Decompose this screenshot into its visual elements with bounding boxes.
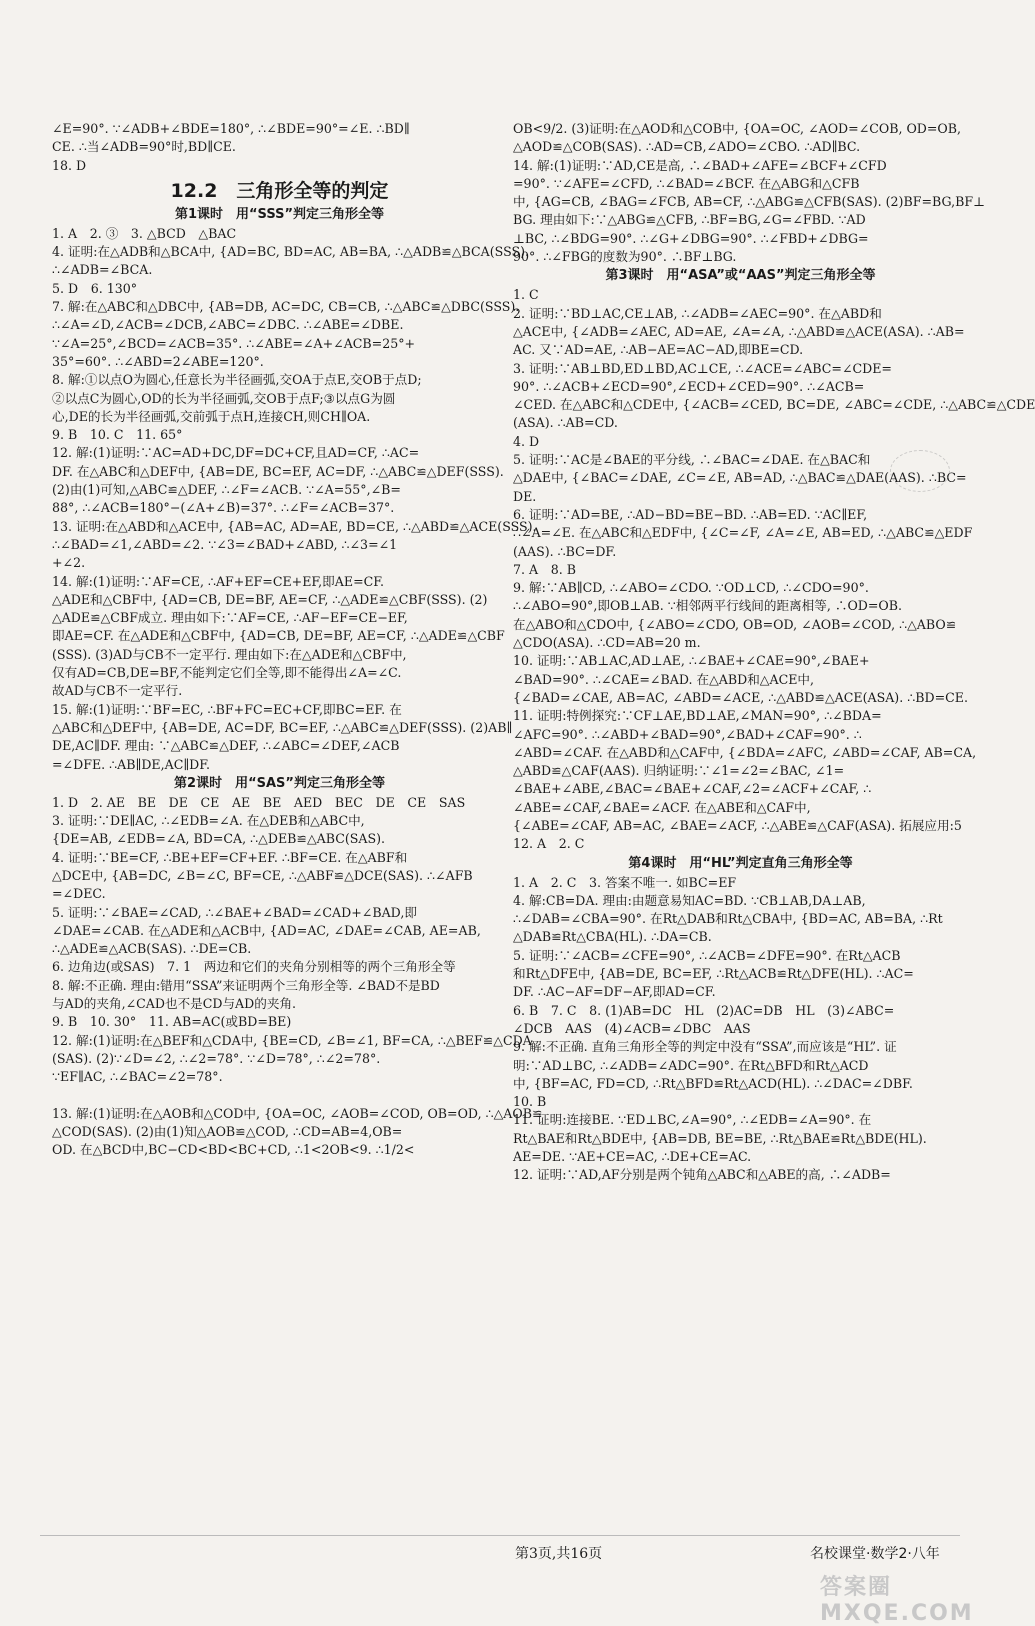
- text-line: +∠2.: [52, 555, 86, 571]
- lesson-heading: 第1课时 用“SSS”判定三角形全等: [174, 206, 385, 222]
- text-line: {DE=AB, ∠EDB=∠A, BD=CA, ∴△DEB≌△ABC(SAS).: [52, 831, 386, 847]
- text-line: ∠DAE=∠CAB. 在△ADE和△ACB中, {AD=AC, ∠DAE=∠CAB, AE=AB,: [52, 922, 481, 938]
- text-line: 11. 证明:连接BE. ∵ED⊥BC,∠A=90°, ∴∠EDB=∠A=90°. 在: [513, 1112, 872, 1128]
- text-line: ∵∠A=25°,∠BCD=∠ACB=35°. ∴∠ABE=∠A+∠ACB=25°+: [52, 335, 416, 351]
- text-line: 2. 证明:∵BD⊥AC,CE⊥AB, ∴∠ADB=∠AEC=90°. 在△ABD和: [513, 305, 882, 321]
- text-line: AE=DE. ∵AE+CE=AC, ∴DE+CE=AC.: [513, 1149, 752, 1165]
- text-line: (SSS). (3)AD与CB不一定平行. 理由如下:在△ADE和△CBF中,: [52, 646, 407, 662]
- text-line: 12. 解:(1)证明:在△BEF和△CDA中, {BE=CD, ∠B=∠1, BF=CA, ∴△BEF≌△CDA: [52, 1032, 532, 1048]
- text-line: =90°. ∵∠AFE=∠CFD, ∴∠BAD=∠BCF. 在△ABG和△CFB: [513, 175, 860, 191]
- text-line: 仅有AD=CB,DE=BF,不能判定它们全等,即不能得出∠A=∠C.: [52, 665, 402, 681]
- lesson-heading: 第2课时 用“SAS”判定三角形全等: [174, 775, 385, 791]
- text-line: △COD(SAS). (2)由(1)知△AOB≌△COD, ∴CD=AB=4,OB=: [52, 1124, 403, 1140]
- book-title: 名校课堂·数学2·八年: [810, 1546, 940, 1562]
- text-line: ∠E=90°. ∵∠ADB+∠BDE=180°, ∴∠BDE=90°=∠E. ∴BD∥: [52, 121, 410, 136]
- text-line: 心,DE的长为半径画弧,交前弧于点H,连接CH,则CH∥OA.: [52, 408, 371, 424]
- text-line: 4. 解:CB=DA. 理由:由题意易知AC=BD. ∵CB⊥AB,DA⊥AB,: [513, 892, 866, 908]
- text-line: △ABC和△DEF中, {AB=DE, AC=DF, BC=EF, ∴△ABC≌△DEF(SSS). (2)AB∥: [52, 719, 513, 735]
- text-line: DF. ∴AC−AF=DF−AF,即AD=CF.: [513, 984, 716, 1000]
- text-line: BG. 理由如下:∵△ABG≌△CFB, ∴BF=BG,∠G=∠FBD. ∵AD: [513, 212, 866, 228]
- text-line: AC. 又∵AD=AE, ∴AB−AE=AC−AD,即BE=CD.: [513, 342, 804, 358]
- right-column: [513, 120, 1035, 1185]
- text-line: 在△ABO和△CDO中, {∠ABO=∠CDO, OB=OD, ∠AOB=∠COD, ∴△ABO≌: [513, 616, 957, 632]
- text-line: △DAB≌Rt△CBA(HL). ∴DA=CB.: [513, 929, 712, 945]
- text-line: 4. 证明:∵BE=CF, ∴BE+EF=CF+EF. ∴BF=CE. 在△ABF和: [52, 849, 408, 865]
- text-line: 35°=60°. ∴∠ABD=2∠ABE=120°.: [52, 353, 264, 369]
- text-line: OB<9/2. (3)证明:在△AOD和△COB中, {OA=OC, ∠AOD=∠COB, OD=OB,: [513, 121, 962, 136]
- stamp-mark: [890, 450, 950, 492]
- text-line: Rt△BAE和Rt△BDE中, {AB=DB, BE=BE, ∴Rt△BAE≌Rt△BDE(HL).: [513, 1130, 927, 1146]
- text-line: (SAS). (2)∵∠D=∠2, ∴∠2=78°. ∵∠D=78°, ∴∠2=78°.: [52, 1050, 381, 1066]
- section-title: 12.2 三角形全等的判定: [170, 179, 389, 202]
- text-line: ∠BAD=90°. ∴∠CAE=∠BAD. 在△ABD和△ACE中,: [513, 671, 815, 687]
- text-line: 9. B 10. 30° 11. AB=AC(或BD=BE): [52, 1014, 292, 1030]
- text-line: 15. 解:(1)证明:∵BF=EC, ∴BF+FC=EC+CF,即BC=EF. 在: [52, 701, 402, 717]
- text-line: ∠DCB AAS (4)∠ACB=∠DBC AAS: [513, 1020, 751, 1036]
- text-line: 13. 证明:在△ABD和△ACE中, {AB=AC, AD=AE, BD=CE, ∴△ABD≌△ACE(SSS).: [52, 518, 537, 534]
- text-line: =∠DEC.: [52, 886, 106, 902]
- text-line: 9. 解:不正确. 直角三角形全等的判定中没有“SSA”,而应该是“HL”. 证: [513, 1039, 897, 1055]
- text-line: 10. B: [513, 1094, 547, 1110]
- text-line: DE,AC∥DF. 理由: ∵△ABC≌△DEF, ∴∠ABC=∠DEF,∠ACB: [52, 738, 400, 754]
- text-line: 4. 证明:在△ADB和△BCA中, {AD=BC, BD=AC, AB=BA, ∴△ADB≌△BCA(SSS).: [52, 244, 530, 260]
- text-line: △DAE中, {∠BAC=∠DAE, ∠C=∠E, AB=AD, ∴△BAC≌△DAE(AAS). ∴BC=: [513, 470, 967, 486]
- text-line: 6. 边角边(或SAS) 7. 1 两边和它们的夹角分别相等的两个三角形全等: [52, 959, 456, 975]
- text-line: ⊥BC, ∴∠BDG=90°. ∴∠G+∠DBG=90°. ∴∠FBD+∠DBG=: [513, 230, 869, 246]
- text-line: =∠DFE. ∴AB∥DE,AC∥DF.: [52, 756, 211, 772]
- lesson-heading: 第3课时 用“ASA”或“AAS”判定三角形全等: [605, 268, 876, 284]
- lesson-heading: 第4课时 用“HL”判定直角三角形全等: [628, 855, 853, 871]
- text-line: ∠AFC=90°. ∴∠ABD+∠BAD=90°,∠BAD+∠CAF=90°. ∴: [513, 726, 862, 742]
- text-line: ∠ABD=∠CAF. 在△ABD和△CAF中, {∠BDA=∠AFC, ∠ABD=∠CAF, AB=CA,: [513, 744, 977, 760]
- text-line: 88°, ∴∠ACB=180°−(∠A+∠B)=37°. ∴∠F=∠ACB=37°.: [52, 500, 395, 516]
- text-line: △ACE中, {∠ADB=∠AEC, AD=AE, ∠A=∠A, ∴△ABD≌△ACE(ASA). ∴AB=: [513, 323, 965, 339]
- text-line: 7. A 8. B: [513, 561, 576, 577]
- text-line: ∴∠ADB=∠BCA.: [52, 262, 153, 278]
- text-line: ∴∠BAD=∠1,∠ABD=∠2. ∵∠3=∠BAD+∠ABD, ∴∠3=∠1: [52, 536, 398, 552]
- watermark-logo: 答案圈 MXQE.COM: [820, 1575, 974, 1626]
- text-line: (AAS). ∴BC=DF.: [513, 543, 617, 559]
- text-line: ∴∠DAB=∠CBA=90°. 在Rt△DAB和Rt△CBA中, {BD=AC, AB=BA, ∴Rt: [513, 911, 943, 927]
- text-line: 3. 证明:∵DE∥AC, ∴∠EDB=∠A. 在△DEB和△ABC中,: [52, 813, 365, 829]
- text-line: 1. D 2. AE BE DE CE AE BE AED BEC DE CE SAS: [52, 794, 466, 810]
- text-line: DE.: [513, 488, 537, 504]
- text-line: 12. A 2. C: [513, 836, 585, 852]
- text-line: {∠BAD=∠CAE, AB=AC, ∠ABD=∠ACE, ∴△ABD≌△ACE(ASA). ∴BD=CE.: [513, 689, 968, 705]
- text-line: 1. A 2. C 3. 答案不唯一. 如BC=EF: [513, 874, 737, 890]
- text-line: ∠BAE+∠ABE,∠BAC=∠BAE+∠CAF,∠2=∠ACF+∠CAF, ∴: [513, 781, 872, 797]
- text-line: △ABD≌△CAF(AAS). 归纳证明:∵∠1=∠2=∠BAC, ∠1=: [513, 763, 845, 779]
- text-line: 10. 证明:∵AB⊥AC,AD⊥AE, ∴∠BAE+∠CAE=90°,∠BAE+: [513, 653, 870, 669]
- text-line: ∠ABE=∠CAF,∠BAE=∠ACF. 在△ABE和△CAF中,: [513, 799, 811, 815]
- text-line: DF. 在△ABC和△DEF中, {AB=DE, BC=EF, AC=DF, ∴△ABC≌△DEF(SSS).: [52, 463, 504, 479]
- text-line: (2)由(1)可知,△ABC≌△DEF, ∴∠F=∠ACB. ∵∠A=55°,∠B=: [52, 482, 401, 498]
- text-line: ∴△ADE≌△ACB(SAS). ∴DE=CB.: [52, 941, 252, 957]
- text-line: 90°. ∴∠FBG的度数为90°. ∴BF⊥BG.: [513, 249, 737, 265]
- text-line: ②以点C为圆心,OD的长为半径画弧,交OB于点F;③以点G为圆: [52, 390, 396, 406]
- text-line: 即AE=CF. 在△ADE和△CBF中, {AD=CB, DE=BF, AE=CF, ∴△ADE≌△CBF: [52, 628, 505, 644]
- text-line: 6. B 7. C 8. (1)AB=DC HL (2)AC=DB HL (3)∠ABC=: [513, 1002, 895, 1018]
- text-line: CE. ∴当∠ADB=90°时,BD∥CE.: [52, 139, 236, 155]
- text-line: ∵EF∥AC, ∴∠BAC=∠2=78°.: [52, 1069, 223, 1085]
- text-line: ∴∠A=∠E. 在△ABC和△EDF中, {∠C=∠F, ∠A=∠E, AB=ED, ∴△ABC≌△EDF: [513, 525, 973, 541]
- text-line: 14. 解:(1)证明:∵AF=CE, ∴AF+EF=CE+EF,即AE=CF.: [52, 573, 385, 589]
- text-line: △AOD≌△COB(SAS). ∴AD=CB,∠ADO=∠CBO. ∴AD∥BC.: [513, 139, 861, 155]
- text-line: 5. D 6. 130°: [52, 280, 138, 296]
- text-line: ∠CED. 在△ABC和△CDE中, {∠ACB=∠CED, BC=DE, ∠ABC=∠CDE, ∴△ABC≌△CDE: [513, 397, 1035, 413]
- page-footer: [0, 1543, 1000, 1567]
- text-line: 14. 解:(1)证明:∵AD,CE是高, ∴∠BAD+∠AFE=∠BCF+∠CFD: [513, 157, 887, 173]
- text-line: OD. 在△BCD中,BC−CD<BD<BC+CD, ∴1<2OB<9. ∴1/2<: [52, 1142, 415, 1158]
- text-line: 3. 证明:∵AB⊥BD,ED⊥BD,AC⊥CE, ∴∠ACE=∠ABC=∠CDE=: [513, 360, 892, 376]
- text-line: 5. 证明:∵∠ACB=∠CFE=90°, ∴∠ACB=∠DFE=90°. 在Rt△ACB: [513, 947, 901, 963]
- text-line: 中, {BF=AC, FD=CD, ∴Rt△BFD≌Rt△ACD(HL). ∴∠DAC=∠DBF.: [513, 1075, 913, 1091]
- text-line: ∴∠ABO=90°,即OB⊥AB. ∵相邻两平行线间的距离相等, ∴OD=OB.: [513, 598, 903, 614]
- text-line: ∴∠A=∠D,∠ACB=∠DCB,∠ABC=∠DBC. ∴∠ABE=∠DBE.: [52, 317, 404, 333]
- text-line: 和Rt△DFE中, {AB=DE, BC=EF, ∴Rt△ACB≌Rt△DFE(HL). ∴AC=: [513, 966, 914, 982]
- text-line: 8. 解:不正确. 理由:错用“SSA”来证明两个三角形全等. ∠BAD不是BD: [52, 977, 440, 993]
- text-line: 明:∵AD⊥BC, ∴∠ADB=∠ADC=90°. 在Rt△BFD和Rt△ACD: [513, 1057, 869, 1073]
- text-line: 1. C: [513, 287, 539, 303]
- text-line: [52, 1087, 507, 1105]
- text-line: 故AD与CB不一定平行.: [52, 683, 183, 699]
- text-line: 5. 证明:∵∠BAE=∠CAD, ∴∠BAE+∠BAD=∠CAD+∠BAD,即: [52, 904, 417, 920]
- text-line: 90°. ∴∠ACB+∠ECD=90°,∠ECD+∠CED=90°. ∴∠ACB=: [513, 378, 865, 394]
- text-line: 9. 解:∵AB∥CD, ∴∠ABO=∠CDO. ∵OD⊥CD, ∴∠CDO=90°.: [513, 580, 869, 596]
- text-line: 11. 证明:特例探究:∵CF⊥AE,BD⊥AE,∠MAN=90°, ∴∠BDA=: [513, 708, 882, 724]
- page-number: 第3页,共16页: [515, 1546, 603, 1562]
- text-line: △ADE≌△CBF成立. 理由如下:∵AF=CE, ∴AF−EF=CE−EF,: [52, 610, 408, 626]
- text-line: {∠ABE=∠CAF, AB=AC, ∠BAE=∠ACF, ∴△ABE≌△CAF(ASA). 拓展应用:5: [513, 817, 962, 833]
- text-line: 7. 解:在△ABC和△DBC中, {AB=DB, AC=DC, CB=CB, ∴△ABC≌△DBC(SSS).: [52, 299, 520, 315]
- text-line: 中, {AG=CB, ∠BAG=∠FCB, AB=CF, ∴△ABG≌△CFB(SAS). (2)BF=BG,BF⊥: [513, 194, 985, 210]
- text-line: 8. 解:①以点O为圆心,任意长为半径画弧,交OA于点E,交OB于点D;: [52, 372, 422, 388]
- text-line: 与AD的夹角,∠CAD也不是CD与AD的夹角.: [52, 996, 297, 1012]
- footer-rule: [40, 1535, 960, 1536]
- text-line: 18. D: [52, 157, 87, 173]
- text-line: △ADE和△CBF中, {AD=CB, DE=BF, AE=CF, ∴△ADE≌△CBF(SSS). (2): [52, 591, 488, 607]
- text-line: 6. 证明:∵AD=BE, ∴AD−BD=BE−BD. ∴AB=ED. ∵AC∥EF,: [513, 506, 868, 522]
- text-line: 9. B 10. C 11. 65°: [52, 427, 183, 443]
- text-line: 5. 证明:∵AC是∠BAE的平分线, ∴∠BAC=∠DAE. 在△BAC和: [513, 452, 871, 468]
- text-line: △DCE中, {AB=DC, ∠B=∠C, BF=CE, ∴△ABF≌△DCE(SAS). ∴∠AFB: [52, 867, 473, 883]
- text-line: 12. 解:(1)证明:∵AC=AD+DC,DF=DC+CF,且AD=CF, ∴AC=: [52, 445, 420, 461]
- text-line: 13. 解:(1)证明:在△AOB和△COD中, {OA=OC, ∠AOB=∠COD, OB=OD, ∴△AOB≌: [52, 1105, 543, 1121]
- text-line: (ASA). ∴AB=CD.: [513, 415, 618, 431]
- text-line: 1. A 2. ③ 3. △BCD △BAC: [52, 225, 237, 241]
- text-line: 4. D: [513, 433, 540, 449]
- text-line: 12. 证明:∵AD,AF分别是两个钝角△ABC和△ABE的高, ∴∠ADB=: [513, 1167, 891, 1183]
- text-line: △CDO(ASA). ∴CD=AB=20 m.: [513, 635, 701, 651]
